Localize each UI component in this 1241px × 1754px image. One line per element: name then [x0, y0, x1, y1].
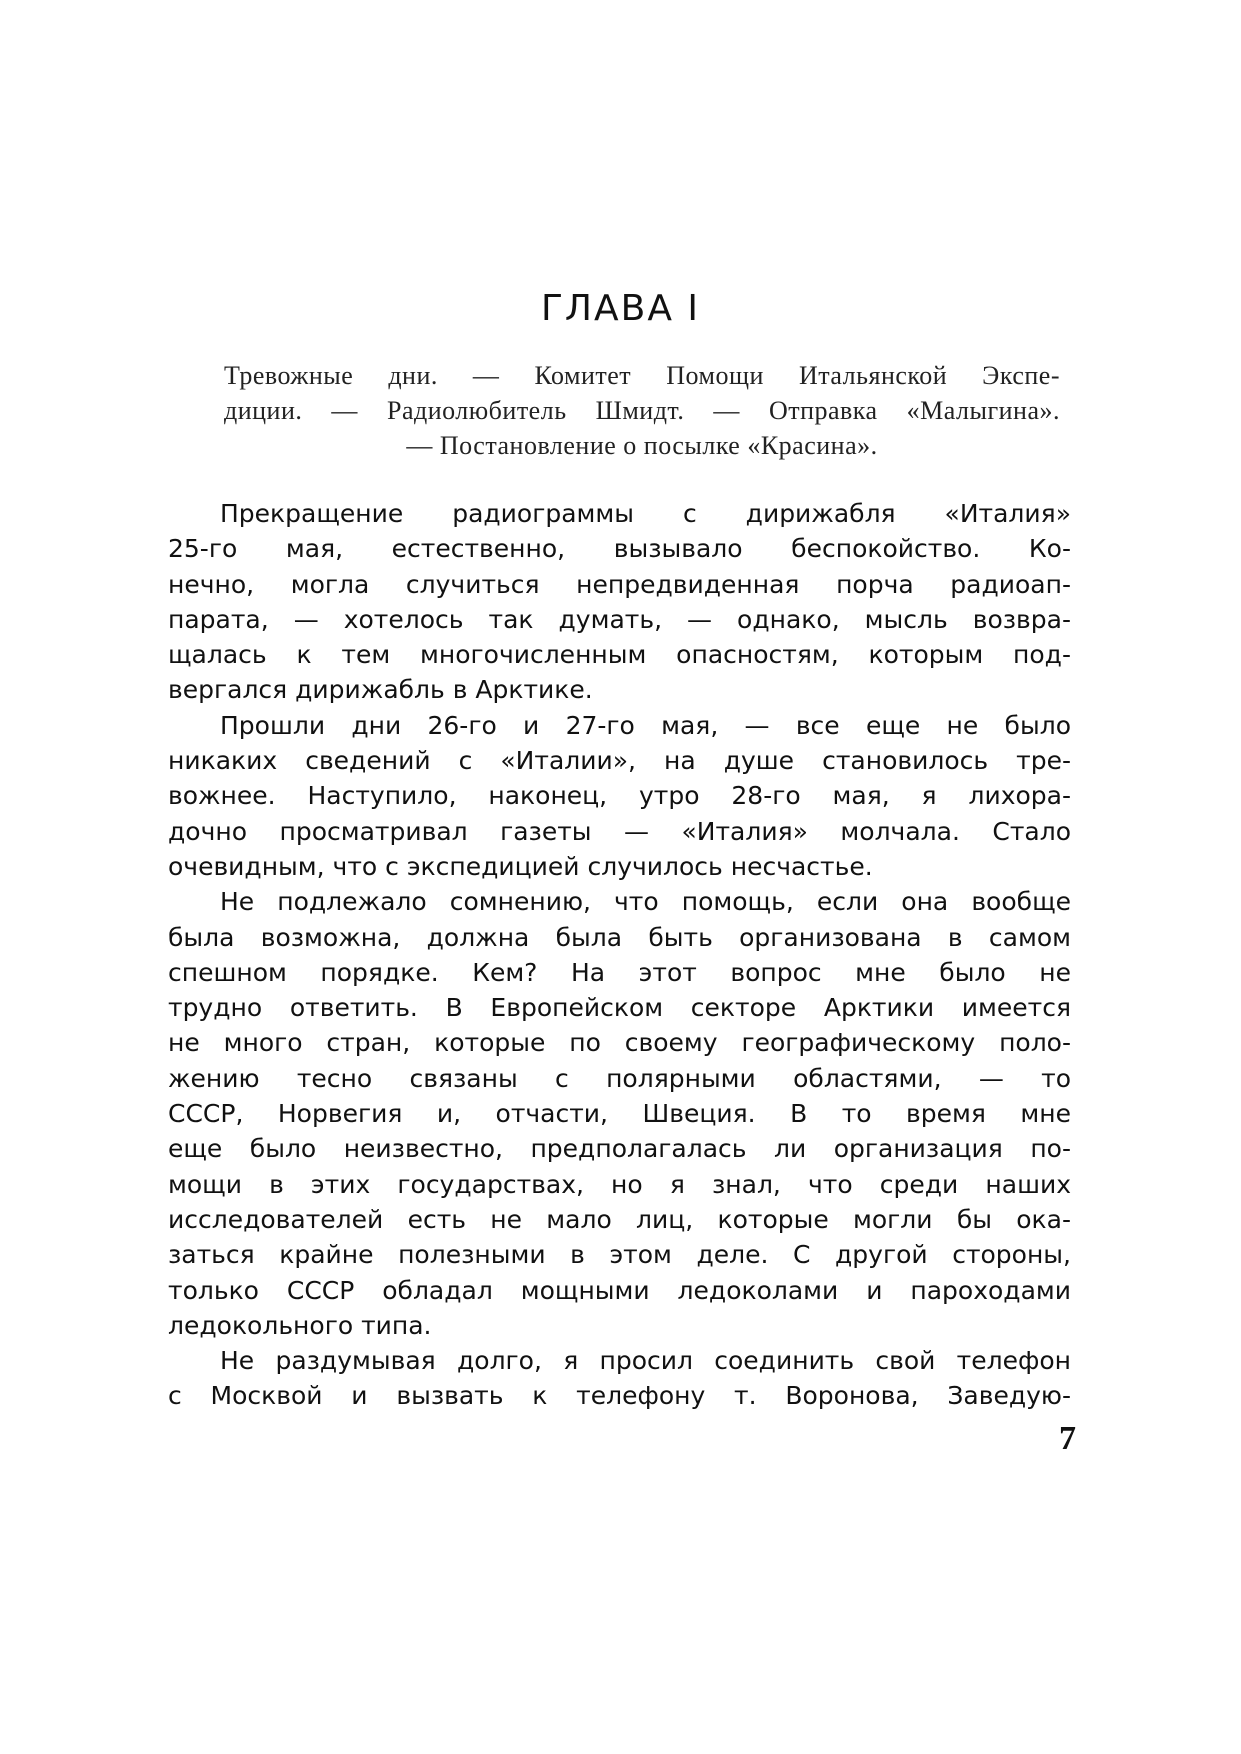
text-line: ледокольного типа. — [168, 1310, 432, 1340]
text-line: очевидным, что с экспедицией случилось несчастье. — [168, 851, 873, 881]
text-line: не много стран, которые по своему географическому поло- — [168, 1028, 1071, 1058]
chapter-title: ГЛАВА I — [540, 288, 701, 329]
text-line: никаких сведений с «Италии», на душе становилось тре- — [168, 746, 1071, 776]
text-line: дочно просматривал газеты — «Италия» молчала. Стало — [168, 816, 1071, 846]
text-line: вожнее. Наступило, наконец, утро 28-го мая, я лихора- — [168, 781, 1071, 811]
text-line: спешном порядке. Кем? На этот вопрос мне было не — [168, 957, 1071, 987]
text-line: 25-го мая, естественно, вызывало беспокойство. Ко- — [168, 534, 1071, 564]
text-line: трудно ответить. В Европейском секторе Арктики имеется — [168, 993, 1071, 1023]
body-text — [168, 496, 1071, 1414]
text-line: Прошли дни 26-го и 27-го мая, — все еще не было — [220, 710, 1071, 740]
text-line: еще было неизвестно, предполагалась ли организация по- — [168, 1134, 1071, 1164]
text-line: только СССР обладал мощными ледоколами и пароходами — [168, 1275, 1071, 1305]
summary-line: диции. — Радиолюбитель Шмидт. — Отправка «Малыгина». — [224, 396, 1060, 425]
summary-line: Тревожные дни. — Комитет Помощи Итальянской Экспе- — [224, 361, 1060, 390]
text-line: парата, — хотелось так думать, — однако, мысль возвра- — [168, 604, 1071, 634]
text-line: заться крайне полезными в этом деле. С другой стороны, — [168, 1240, 1071, 1270]
summary-line: — Постановление о посылке «Красина». — [406, 431, 878, 460]
text-line: исследователей есть не мало лиц, которые могли бы ока- — [168, 1204, 1071, 1234]
text-line: Не раздумывая долго, я просил соединить свой телефон — [220, 1346, 1071, 1376]
text-line: Не подлежало сомнению, что помощь, если она вообще — [220, 887, 1071, 917]
text-line: была возможна, должна была быть организована в самом — [168, 922, 1071, 952]
page-number: 7 — [1059, 1420, 1076, 1457]
text-line: щалась к тем многочисленным опасностям, которым под- — [168, 640, 1071, 670]
text-line: жению тесно связаны с полярными областями, — то — [168, 1063, 1071, 1093]
text-line: мощи в этих государствах, но я знал, что среди наших — [168, 1169, 1071, 1199]
text-line: с Москвой и вызвать к телефону т. Воронова, Заведую- — [168, 1381, 1071, 1411]
text-line: нечно, могла случиться непредвиденная порча радиоап- — [168, 569, 1071, 599]
text-line: Прекращение радиограммы с дирижабля «Италия» — [220, 499, 1071, 528]
text-line: СССР, Норвегия и, отчасти, Швеция. В то время мне — [168, 1099, 1071, 1129]
chapter-summary — [224, 358, 1060, 463]
text-line: вергался дирижабль в Арктике. — [168, 675, 593, 705]
